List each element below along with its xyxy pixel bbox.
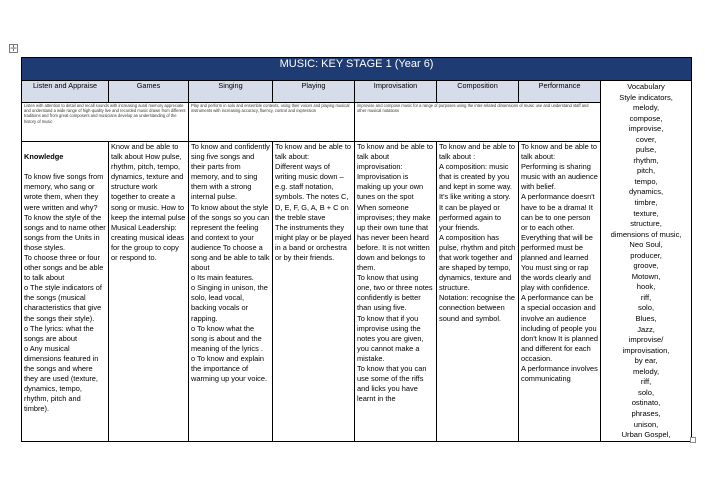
- playing-cell: [273, 141, 355, 441]
- header-improvisation: Improvisation: [355, 81, 437, 103]
- games-text: Know and be able to talk about How pulse, rhythm, pitch, tempo, dynamics, texture and structure work together to create a song or music. How to keep the internal pulse Musical Leadership: creating musical ideas for the group to copy or respond to.: [111, 141, 186, 262]
- table-resize-handle-icon[interactable]: [690, 437, 696, 443]
- music-curriculum-table: [21, 57, 692, 442]
- performance-cell: [519, 141, 601, 441]
- singing-cell: [189, 141, 273, 441]
- table-title: MUSIC: KEY STAGE 1 (Year 6): [22, 58, 692, 81]
- improvisation-cell: [355, 141, 437, 441]
- table-move-handle-icon[interactable]: ✛: [10, 44, 17, 53]
- header-singing: Singing: [189, 81, 273, 103]
- header-playing: Playing: [273, 81, 355, 103]
- strand-row: [22, 103, 692, 142]
- content-row: [22, 141, 692, 441]
- vocabulary-list: Vocabulary Style indicators, melody, compose, improvise, cover, pulse, rhythm, pitch, tempo, dynamics, timbre, texture, structure, dimensions of music, Neo Soul, producer, groove, Motown, hook, riff, solo, Blues, Jazz, improvise/ improvisation, by ear, melody, riff, solo, ostinato, phrases, unison, Urban Gospel,: [610, 82, 682, 440]
- knowledge-heading: Knowledge: [24, 152, 64, 162]
- games-cell: [109, 141, 189, 441]
- strand-compose: improvise and compose music for a range of purposes using the inter-related dimensions of music use and understand staff and other musical notations: [355, 103, 601, 142]
- header-performance: Performance: [519, 81, 601, 103]
- performance-text: To know and be able to talk about: Performing is sharing music with an audience with belief. A performance doesn't have to be a drama! It can be to one person or to each other. Everything that will be performed must be planned and learned You must sing or rap the words clearly and play with confidence. A performance can be a special occasion and involve an audience including of people you don't know It is planned and different for each occasion. A performance involves communicating: [521, 141, 599, 384]
- header-listen-and-appraise: Listen and Appraise: [22, 81, 109, 103]
- improvisation-text: To know and be able to talk about improvisation: Improvisation is making up your own tunes on the spot When someone improvises; they make up their own tune that has never been heard before. It is not written down and belongs to them. To know that using one, two or three notes confidently is better than using five. To know that if you improvise using the notes you are given, you cannot make a mistake. To know that you can use some of the riffs and licks you have learnt in the: [357, 141, 434, 404]
- title-row: [22, 58, 692, 81]
- singing-text: To know and confidently sing five songs and their parts from memory, and to sing them with a strong internal pulse. To know about the style of the songs so you can represent the feeling and context to your audience To choose a song and be able to talk about o Its main features. o Singing in unison, the solo, lead vocal, backing vocals or rapping. o To know what the song is about and the meaning of the lyrics . o To know and explain the importance of warming up your voice.: [191, 141, 270, 384]
- strand-listen: Listen with attention to detail and recall sounds with increasing aural memory appreciate and understand a wide range of high-quality live and recorded music drawn from different traditions and from great composers and musicians develop an understanding of the history of music: [22, 103, 189, 142]
- header-games: Games: [109, 81, 189, 103]
- strand-perform: Play and perform in solo and ensemble contexts, using their voices and playing musical instruments with increasing accuracy, fluency, control and expression: [189, 103, 355, 142]
- playing-text: To know and be able to talk about: Different ways of writing music down – e.g. staff notation, symbols. The notes C, D, E, F, G, A, B + C on the treble stave The instruments they might play or be played in a band or orchestra or by their friends.: [275, 141, 352, 262]
- composition-text: To know and be able to talk about : A composition: music that is created by you and kept in some way. It's like writing a story. It can be played or performed again to your friends. A composition has pulse, rhythm and pitch that work together and are shaped by tempo, dynamics, texture and structure. Notation: recognise the connection between sound and symbol.: [439, 141, 516, 323]
- composition-cell: [437, 141, 519, 441]
- vocabulary-cell: [601, 81, 692, 442]
- header-composition: Composition: [437, 81, 519, 103]
- listen-text: To know five songs from memory, who sang or wrote them, when they were written and why? To know the style of the songs and to name other songs from the Units in those styles. To choose three or four other songs and be able to talk about o The style indicators of the songs (musical characteristics that give the songs their style). o The lyrics: what the songs are about o Any musical dimensions featured in the songs and where they are used (texture, dynamics, tempo, rhythm, pitch and timbre).: [24, 172, 106, 414]
- listen-cell: [22, 141, 109, 441]
- column-header-row: [22, 81, 692, 103]
